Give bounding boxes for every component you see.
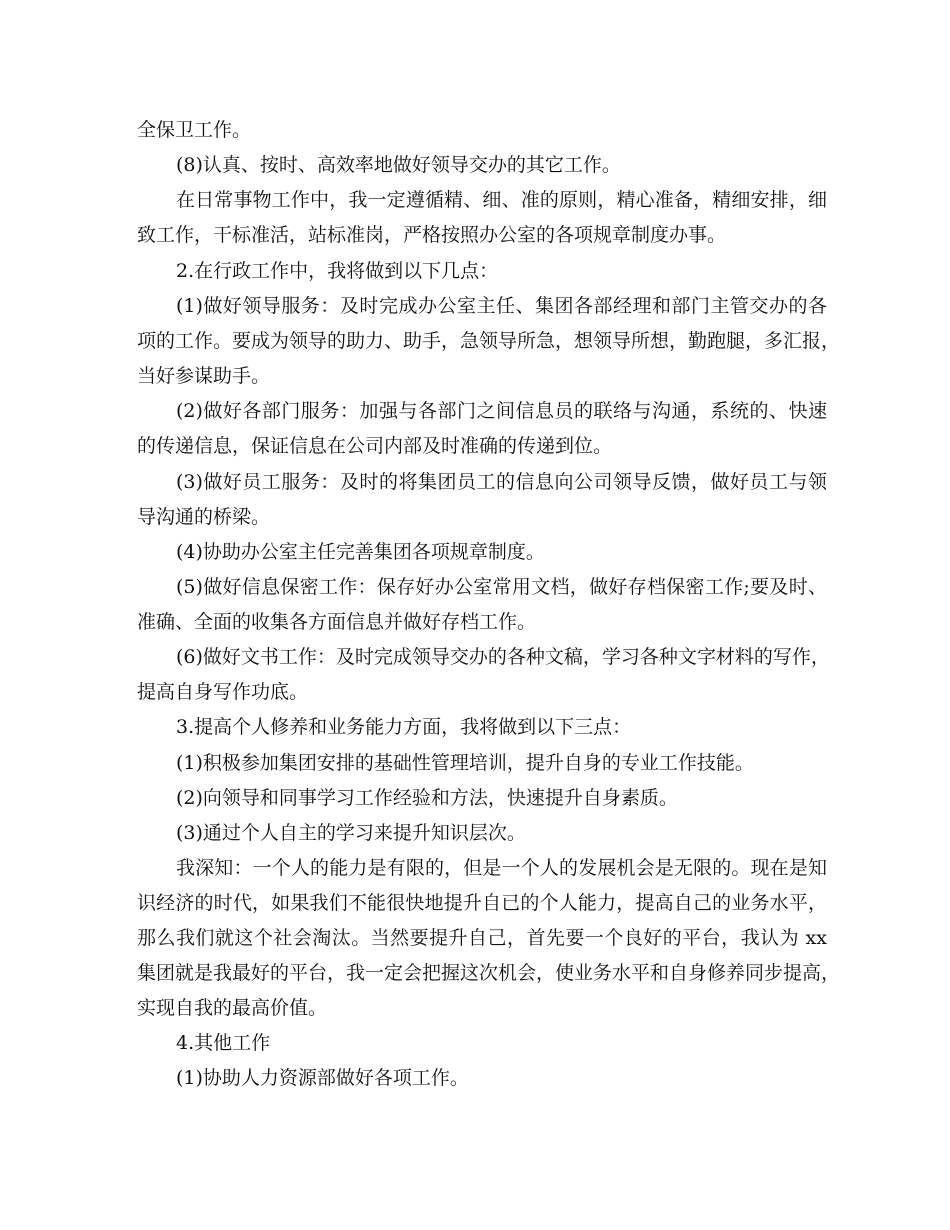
text-line: 项的工作。要成为领导的助力、助手，急领导所急，想领导所想，勤跑腿，多汇报， <box>137 330 841 352</box>
text-line: 导沟通的桥梁。 <box>137 506 271 528</box>
text-line: (1)积极参加集团安排的基础性管理培训，提升自身的专业工作技能。 <box>176 752 754 774</box>
text-line: (2)做好各部门服务：加强与各部门之间信息员的联络与沟通，系统的、快速 <box>176 400 827 422</box>
text-line: 致工作，干标准活，站标准岗，严格按照办公室的各项规章制度办事。 <box>137 224 727 246</box>
text-line: 当好参谋助手。 <box>137 365 271 387</box>
text-line: (1)协助人力资源部做好各项工作。 <box>176 1067 469 1089</box>
text-line: 准确、全面的收集各方面信息并做好存档工作。 <box>137 611 537 633</box>
text-line: 4.其他工作 <box>176 1032 271 1054</box>
text-line: (8)认真、按时、高效率地做好领导交办的其它工作。 <box>176 154 621 176</box>
text-line: (3)通过个人自主的学习来提升知识层次。 <box>176 822 526 844</box>
text-line: (1)做好领导服务：及时完成办公室主任、集团各部经理和部门主管交办的各 <box>176 295 827 317</box>
text-line: (5)做好信息保密工作：保存好办公室常用文档，做好存档保密工作;要及时、 <box>176 576 827 598</box>
text-line: 3.提高个人修养和业务能力方面，我将做到以下三点： <box>176 716 632 738</box>
text-line: 那么我们就这个社会淘汰。当然要提升自己，首先要一个良好的平台，我认为 xx <box>137 927 827 949</box>
text-line: 的传递信息，保证信息在公司内部及时准确的传递到位。 <box>137 435 613 457</box>
text-line: 提高自身写作功底。 <box>137 681 309 703</box>
text-line: 实现自我的最高价值。 <box>137 997 328 1019</box>
text-line: (3)做好员工服务：及时的将集团员工的信息向公司领导反馈，做好员工与领 <box>176 471 827 493</box>
text-line: (4)协助办公室主任完善集团各项规章制度。 <box>176 541 545 563</box>
text-line: 全保卫工作。 <box>137 119 252 141</box>
text-line: 识经济的时代，如果我们不能很快地提升自已的个人能力，提高自己的业务水平， <box>137 892 827 914</box>
text-line: 集团就是我最好的平台，我一定会把握这次机会，使业务水平和自身修养同步提高， <box>137 962 841 984</box>
text-line: 我深知：一个人的能力是有限的，但是一个人的发展机会是无限的。现在是知 <box>176 857 827 879</box>
text-line: 在日常事物工作中，我一定遵循精、细、准的原则，精心准备，精细安排，细 <box>176 189 827 211</box>
text-line: (6)做好文书工作：及时完成领导交办的各种文稿，学习各种文字材料的写作， <box>176 646 830 668</box>
text-line: 2.在行政工作中，我将做到以下几点： <box>176 260 499 282</box>
text-line: (2)向领导和同事学习工作经验和方法，快速提升自身素质。 <box>176 787 678 809</box>
